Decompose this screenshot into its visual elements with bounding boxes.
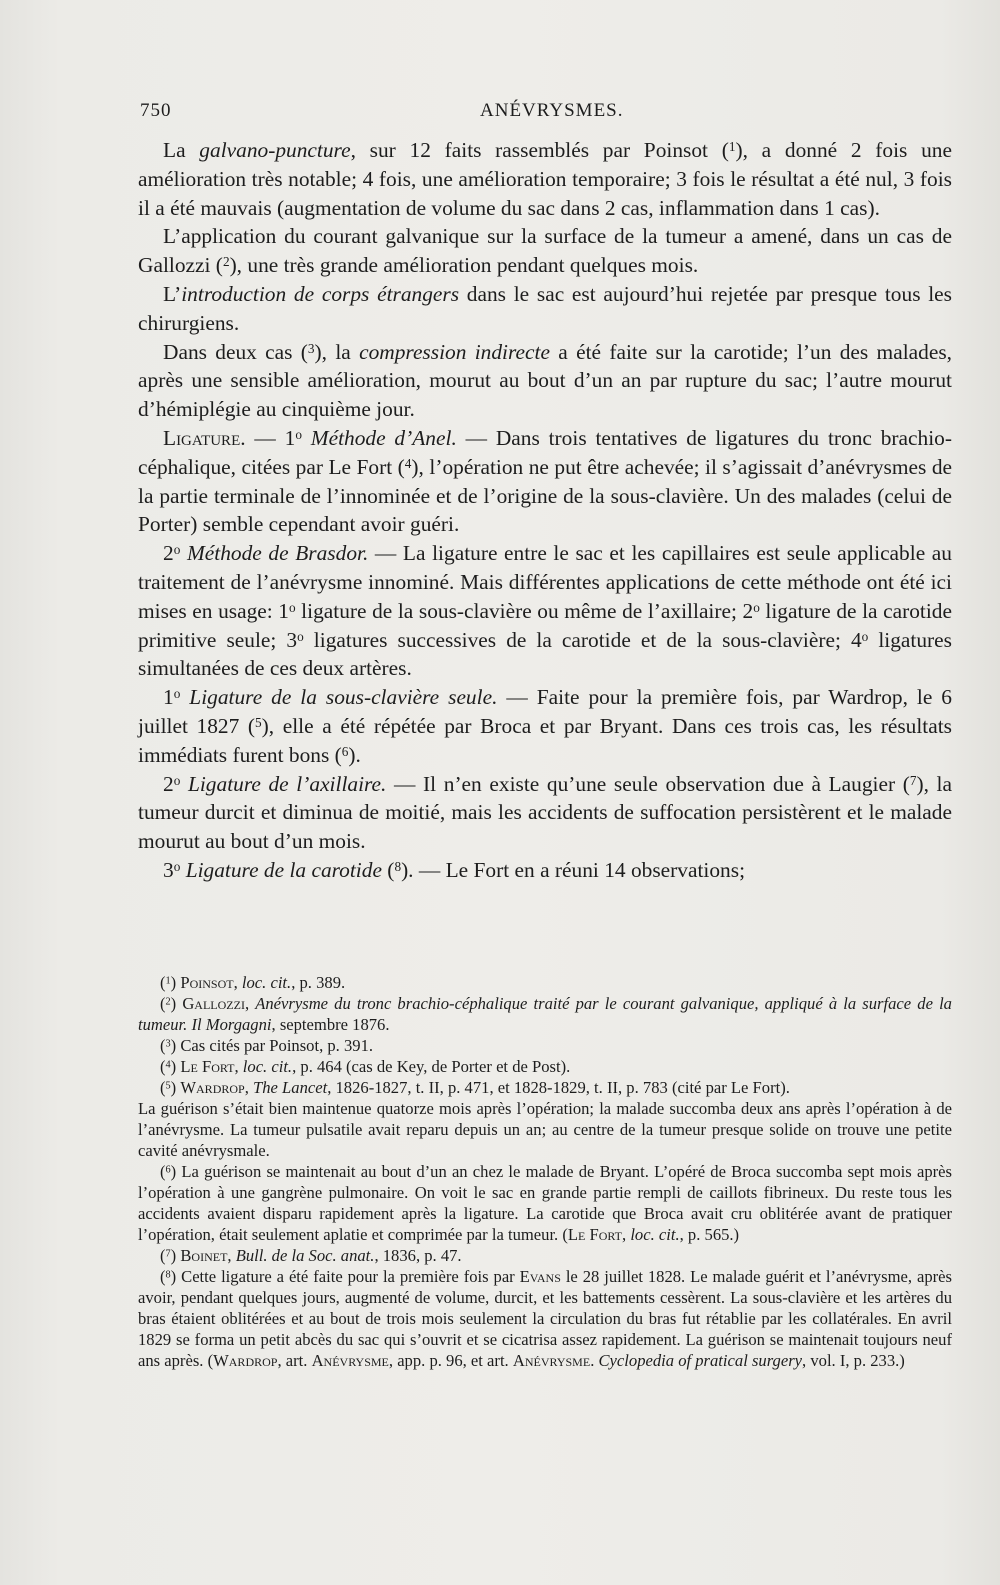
footnote-ref[interactable]: 2	[222, 254, 230, 270]
footnote-ref[interactable]: 3	[307, 340, 315, 356]
paragraph-carotide: 3$^o$ Ligature de la carotide ($^8$). — Le Fort en a réuni 14 observations;	[163, 857, 746, 882]
footnote-3: ($^3$) Cas cités par Poinsot, p. 391.	[160, 1036, 374, 1055]
page-header	[140, 100, 950, 126]
paragraph-axillaire: 2$^o$ Ligature de l’axillaire. — Il n’en existe qu’une seule observation due à Laugier ($^7$), la tumeur durcit et diminua de moitié, mais les accidents de suffocation persistèrent et le malade mourut au bout d’un mois.	[138, 771, 952, 854]
footnote-5: ($^5$) Wardrop, The Lancet, 1826-1827, t. II, p. 471, et 1828-1829, t. II, p. 783 (cité par Le Fort).	[160, 1078, 790, 1097]
paragraph-corps-etrangers: L’introduction de corps étrangers dans le sac est aujourd’hui rejetée par presque tous les chirurgiens.	[138, 281, 952, 335]
running-title: ANÉVRYSMES.	[480, 100, 624, 121]
paragraph-galvano-puncture: La galvano-puncture, sur 12 faits rassemblés par Poinsot ($^1$), a donné 2 fois une amélioration très notable; 4 fois, une amélioration temporaire; 3 fois le résultat a été nul, 3 fois il a été mauvais (augmentation de volume du sac dans 2 cas, inflammation dans 1 cas).	[138, 138, 952, 220]
paragraph-methode-brasdor: 2$^o$ Méthode de Brasdor. — La ligature entre le sac et les capillaires est seule applicable au traitement de l’anévrysme innominé. Mais différentes applications de cette méthode ont été ici mises en usage: 1$^o$ ligature de la sous-clavière ou même de l’axillaire; 2$^o$ ligature de la carotide primitive seule; 3$^o$ ligatures successives de la carotide et de la sous-clavière; 4$^o$ ligatures simultanées de ces deux artères.	[138, 541, 952, 681]
footnote-2: ($^2$) Gallozzi, Anévrysme du tronc brachio-céphalique traité par le courant galvanique, appliqué à la surface de la tumeur. Il Morgagni, septembre 1876.	[138, 994, 952, 1034]
footnote-5-continued: La guérison s’était bien maintenue quatorze mois après l’opération; la malade succomba deux ans après l’opération à de l’anévrysme. La tumeur pulsatile avait reparu depuis un an; au centre de la tumeur presque solide on trouve une petite cavité anévrysmale.	[138, 1099, 952, 1160]
footnote-ref[interactable]: 7	[909, 772, 917, 788]
paragraph-ligature-anel: Ligature. — 1$^o$ Méthode d’Anel. — Dans trois tentatives de ligatures du tronc brachio-céphalique, citées par Le Fort ($^4$), l’opération ne put être achevée; il s’agissait d’anévrysmes de la partie terminale de l’innominée et de l’origine de la sous-clavière. Un des malades (celui de Porter) semble cependant avoir guéri.	[138, 425, 953, 537]
footnote-ref[interactable]: 8	[394, 858, 402, 874]
footnote-7: ($^7$) Boinet, Bull. de la Soc. anat., 1836, p. 47.	[160, 1246, 462, 1265]
page-number: 750	[140, 100, 172, 121]
footnote-ref[interactable]: 4	[404, 455, 412, 471]
paragraph-courant-galvanique: L’application du courant galvanique sur la surface de la tumeur a amené, dans un cas de Gallozzi ($^2$), une très grande amélioration pendant quelques mois.	[138, 224, 952, 278]
paragraph-compression-indirecte: Dans deux cas ($^3$), la compression indirecte a été faite sur la carotide; l’un des malades, après une sensible amélioration, mourut au bout d’un an par rupture du sac; l’autre mourut d’hémiplégie au cinquième jour.	[138, 339, 952, 422]
footnote-8: ($^8$) Cette ligature a été faite pour la première fois par Evans le 28 juillet 1828. Le malade guérit et l’anévrysme, après avoir, pendant quelques jours, augmenté de volume, durcit, et les battements cessèrent. La sous-clavière et les artères du bras étaient oblitérées et au bout de trois mois seulement la circulation du bras fut rétablie par les collatérales. En avril 1829 se forma un petit abcès du sac qui s’ouvrit et se cicatrisa assez rapidement. La guérison se maintenait toujours neuf ans après. (Wardrop, art. Anévrysme, app. p. 96, et art. Anévrysme. Cyclopedia of pratical surgery, vol. I, p. 233.)	[138, 1267, 952, 1370]
footnote-4: ($^4$) Le Fort, loc. cit., p. 464 (cas de Key, de Porter et de Post).	[160, 1057, 571, 1076]
footnote-ref[interactable]: 5	[255, 714, 262, 730]
footnote-6: ($^6$) La guérison se maintenait au bout d’un an chez le malade de Bryant. L’opéré de Broca succomba sept mois après l’opération à une gangrène pulmonaire. On voit le sac en grande partie rempli de caillots fibrineux. Du reste tous les accidents avaient disparu rapidement après la ligature. La carotide que Broca avait cru oblitérée avant de pratiquer l’opération, était seulement aplatie et comprimée par la tumeur. (Le Fort, loc. cit., p. 565.)	[138, 1162, 952, 1244]
footnote-ref[interactable]: 6	[341, 743, 349, 759]
paragraph-sous-claviere: 1$^o$ Ligature de la sous-clavière seule. — Faite pour la première fois, par Wardrop, le 6 juillet 1827 ($^5$), elle a été répétée par Broca et par Bryant. Dans ces trois cas, les résultats immédiats furent bons ($^6$).	[138, 685, 952, 767]
footnote-ref[interactable]: 1	[728, 139, 736, 155]
footnotes	[138, 972, 952, 1371]
footnote-1: ($^1$) Poinsot, loc. cit., p. 389.	[160, 973, 346, 992]
main-text	[138, 136, 952, 885]
section-heading: Ligature.	[163, 425, 246, 450]
